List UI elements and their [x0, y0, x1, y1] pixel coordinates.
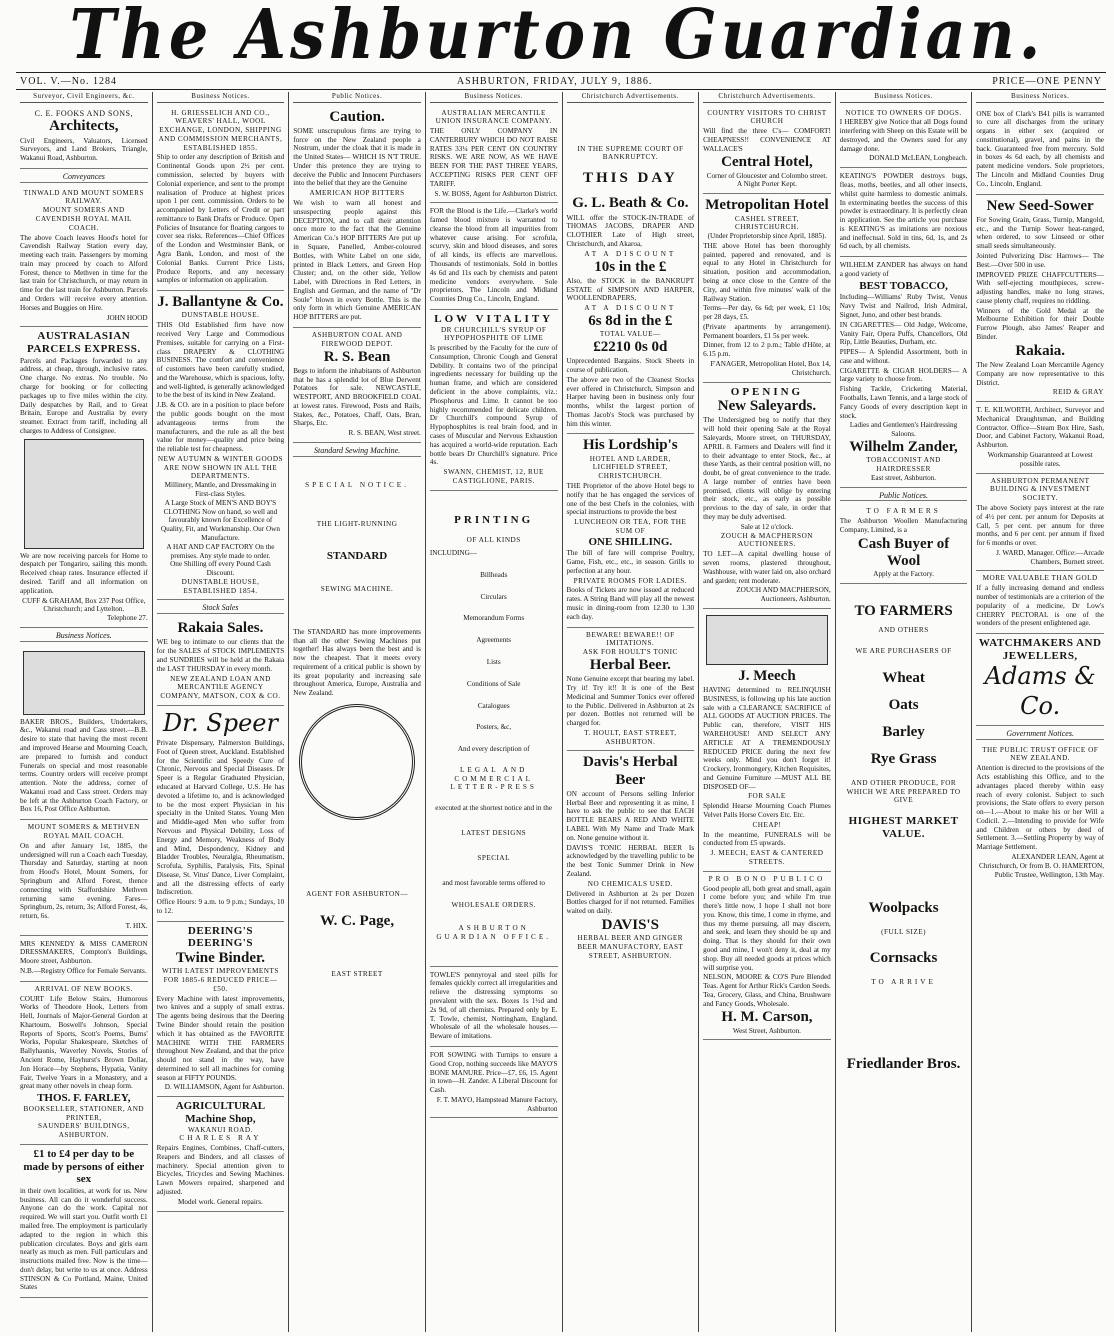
ad-headline: TO FARMERS [854, 602, 953, 619]
ad-signature: SWANN, CHEMIST, 12, RUE CASTIGLIONE, PARIS. [443, 468, 544, 485]
ad-line: AND OTHER PRODUCE, FOR WHICH WE ARE PREPARED TO GIVE [846, 778, 961, 805]
ad-title: MORE VALUABLE THAN GOLD [982, 574, 1098, 583]
ad-headline: Rakaia Sales. [177, 620, 264, 637]
ad-note: Model work. General repairs. [178, 1197, 263, 1206]
ad-line: CHEAP! [752, 820, 782, 829]
column-heading: Christchurch Advertisements. [703, 92, 831, 103]
grain-item: Barley [882, 724, 925, 741]
ad-rakaia [157, 617, 285, 706]
column-heading: Business Notices. [840, 92, 968, 103]
printing-item: Conditions of Sale [466, 679, 521, 688]
ad-headline: Architects, [49, 118, 119, 135]
ad-body: The bill of fare will comprise Poultry, Game, Fish, etc., etc., in season. Grills to perfection at any hour. [566, 549, 695, 575]
ad-signature: ZOUCH & MACPHERSON AUCTIONEERS. [720, 531, 813, 549]
ad-headline: LOW VITALITY [434, 312, 554, 325]
ad-body: WILHELM ZANDER has always on hand a good variety of [839, 261, 968, 279]
ad-cherry-pectoral [976, 571, 1104, 634]
ad-body: TO LET—A capital dwelling house of seven rooms, plastered throughout, Washhouse, with water laid on, also orchard and garden; rent moderate. [703, 550, 831, 585]
ad-headline: AUSTRALASIAN PARCELS EXPRESS. [27, 330, 141, 355]
ad-note: N.B.—Registry Office for Female Servants. [20, 966, 147, 975]
ad-title: H. GRIESSELICH AND CO., WEAVERS' HALL, WOOL EXCHANGE, LONDON, SHIPPING AND COMMISSION MERCHANTS, ESTABLISHED 1855. [158, 108, 283, 152]
ad-signature: F'ANAGER, Metropolitan Hotel, Box 14, Christchurch. [710, 360, 831, 377]
ad-body: Fishing Tackle, Cricketing Material, Footballs, Lawn Tennis, and a large stock of Fancy Goods of every description kept in stock. [839, 385, 968, 420]
ad-body: For Sowing Grain, Grass, Turnip, Mangold, etc., and the Turnip Sower heat-ranged, when ordered, to sow Linseed or other small seeds simultaneously. [976, 215, 1104, 251]
masthead-title: The Ashburton Guardian. [69, 0, 1045, 75]
ad-name: Friedlander Bros. [846, 1056, 961, 1073]
adams-co-logo: Adams & Co. [984, 662, 1096, 720]
ad-headline: Davis's Herbal Beer [583, 754, 678, 788]
ad-headline: DEERING'S DEERING'S [187, 924, 253, 950]
ad-body: COURT Life Below Stairs, Humorous Works of Theodore Hook, Letters from Hell, Journals of Major-General Gordon at Khartoum, Boswell's Johnson, Special Reports of Sports, Scott's Poems, Burns' Works, Popular Shakespeare, Sketches of Ballyhaunis, Waverley Novels, Stories of Ancient Rome, Hayhurst's Brown Dollar, Jon Horace—by Stephens, Hypatia, Vanity Fair, Twelve Years in a Monastery, and a great many other novels in cheap form. [20, 994, 148, 1091]
ad-pro-bono [703, 872, 831, 1041]
ad-standard-sewing [293, 460, 421, 983]
ad-friedlander [840, 584, 968, 1078]
ad-title: PRO BONO PUBLICO [708, 874, 826, 883]
ad-adams-watchmakers [976, 634, 1104, 726]
ad-title: TO FARMERS [866, 507, 941, 516]
ad-signature: ZOUCH AND MACPHERSON, Auctioneers, Ashburton. [736, 586, 831, 604]
ad-kennedy [20, 936, 148, 982]
ad-title: IN THE SUPREME COURT OF BANKRUPTCY. [577, 144, 684, 162]
price: PRICE—ONE PENNY [992, 75, 1102, 87]
printing-item: Posters, &c, [476, 723, 512, 732]
ad-body: DAVIS'S TONIC HERBAL BEER Is acknowledged by the travelling public to be the best Tonic Summer Drink in New Zealand. [566, 843, 695, 878]
ad-headline: Cash Buyer of Wool [857, 535, 950, 569]
printing-item: Circulars [480, 592, 507, 601]
column-heading: Business Notices. [430, 92, 558, 103]
ad-hoult-beer [567, 628, 695, 752]
ad-title: ASHBURTON COAL AND FIREWOOD DEPOT. [311, 330, 403, 348]
ad-body: ON account of Persons selling Inferior Herbal Beer and representing it as mine, I have to ask the public to see that EACH BOTTLE BEARS A RED AND WHITE LABEL With My Name and Trade Mark on. None genuine without it. [566, 789, 695, 842]
ad-low-vitality [430, 310, 558, 491]
ad-body: The Undersigned beg to notify that they will hold their opening Sale at the Royal Saleyards, Moore street, on THURSDAY, APRIL 8. Farmers and Dealers will find it to their advantage to enter Stock, &c., at these Yards, as their central position will, no doubt, be of great convenience to the trade. A large number of entries have been promised, clients will oblige by entering their stock, etc., as early as possible previous to the day of sale, in order that they may be duly advertised. [703, 416, 831, 522]
ad-signature: F. T. MAYO, Hampstead Manure Factory, Ashburton [436, 1095, 558, 1113]
ad-ballantyne [157, 291, 285, 600]
column-6 [699, 92, 836, 1332]
section-heading: Public Notices. [840, 491, 968, 502]
ad-signature: T. HIX. [125, 921, 148, 930]
ad-name: DAVIS'S [601, 916, 659, 933]
ad-public-trust [976, 743, 1104, 884]
total-amount: £2210 0s 0d [593, 338, 668, 355]
ad-body: Private Dispensary, Palmerston Buildings, Foot of Queen street, Auckland. Established for the Scientific and Speedy Cure of Chronic, Nervous and Special Diseases. Dr Speer is a Regular Graduated Physician, educated at Harvard College, U.S. He has devoted a lifetime to, and is acknowledged to be the most expert Physician in his specialty in the United States. Young Men and Middle-aged Men who suffer from Nervous and Physical Debility, Loss of Energy and Memory, Weakness of Body and Mind, Despondency, Kidney and Bladder Troubles, Neuralgia, Rheumatism, Scrofula, Syphilis, Paralysis, Fits, Spinal Disease, St. Vitus' Dance, Liver Complaint, and all the distressing effects of early Indiscretion. [156, 739, 285, 897]
section-heading: Government Notices. [976, 729, 1104, 740]
ad-line: SEWING MACHINE. [320, 584, 394, 593]
ad-subtitle: AND OTHERS [878, 626, 929, 635]
ad-body: If a fully increasing demand and endless number of testimonials are a criterion of the popularity of a medicine, Dr Low's CHERRY PECTORAL is one of the wonders of the present enlightened age. [976, 584, 1104, 628]
ad-signature: S. W. BOSS, Agent for Ashburton District. [434, 189, 558, 198]
ad-signature: DUNSTABLE HOUSE, ESTABLISHED 1854. [181, 577, 260, 595]
discount-amount: 10s in the £ [594, 258, 667, 275]
ad-subtitle: DUNSTABLE HOUSE. [181, 311, 260, 320]
ad-body: THE ONLY COMPANY IN CANTERBURY WHICH DO NOT RAISE RATES 33¼ PER CENT ON COUNTRY RISKS. WE ARE NOW, AS WE HAVE BEEN FOR THE PAST THREE YEARS, ACCEPTING RISKS PER CENT OFF TARIFF. [429, 127, 558, 188]
ad-headline: THIS DAY [582, 170, 678, 187]
ad-fooks [20, 106, 148, 169]
ad-line: PRIVATE ROOMS FOR LADIES. [573, 576, 688, 585]
ad-body: The above Society pays interest at the rate of 4½ per cent. per annum for Deposits at Call, 5 per cent. per annum for three months, and 6 per cent. per annum if fixed for 6 months or over. [976, 503, 1104, 548]
ad-subtitle: DR CHURCHILL'S SYRUP OF HYPOPHOSPHITE OF LIME [440, 325, 547, 343]
ad-body: Books of Tickets are now issued at reduced rates. A String Band will play all the newest music in dining-room from 12.30 to 1.30 each day. [566, 586, 695, 621]
ad-telephone: Telephone 27. [107, 614, 148, 623]
ad-bone-manure [430, 1047, 558, 1118]
ad-line: WITH LATEST IMPROVEMENTS FOR 1885-6 REDUCED PRICE—£50. [161, 967, 279, 993]
ad-line: WHOLESALE ORDERS. [451, 901, 536, 910]
ad-body: Will find the three C's— COMFORT! CHEAPNESS!! CONVENIENCE AT WALLACE'S [703, 127, 831, 153]
ad-address: CASHEL STREET, CHRISTCHURCH. [734, 214, 799, 232]
ad-pounds [20, 1145, 148, 1298]
ad-address: East street, Ashburton. [871, 473, 937, 482]
ad-caution [293, 106, 421, 328]
ad-body: IN CIGARETTES— Old Judge, Welcome, Vanity Fair, Opera Puffs, Chancellors, Old Rip, Little Beauties, Durham, etc. [839, 320, 968, 347]
ad-body: Jointed Pulverizing Disc Harrows— The Best.—Over 500 in use. [976, 251, 1104, 269]
ad-title: COUNTRY VISITORS TO CHRIST CHURCH [707, 108, 827, 126]
ad-body: Begs to inform the inhabitants of Ashburton that he has a splendid lot of Blue Derwent Potatoes for sale. NEWCASTLE, WESTPORT, AND BROOKFIELD COAL at lowest rates. Firewood, Posts and Rails, Stakes, &c., Potatoes, Chaff, Oats, Bran, Sharps, Etc. [293, 366, 421, 428]
ad-body: CIGARETTE & CIGAR HOLDERS— A large variety to choose from. [839, 366, 968, 384]
printing-item: Catalogues [477, 701, 510, 710]
ad-body: We wish to warn all honest and unsuspecting people against this DECEPTION, and to call their attention once more to the fact that the Genuine American Co.'s HOP BITTERS Are put up in Square, Panelled, Amber-coloured Bottles, with White Label on one side, printed in Black Letters, and Green Hop Cluster; and, on the other side, Yellow Label, with Directions in Red Letters, in English and German, and the name of "Dr Soule" blown in every Bottle. This is the only form in which Genuine AMERICAN HOP BITTERS are put. [293, 199, 421, 322]
column-3 [289, 92, 426, 1332]
ad-blood-mixture [430, 203, 558, 310]
hearse-illustration [23, 651, 145, 715]
ad-address: EAST STREET [331, 970, 383, 979]
ad-body: J.B. & CO. are in a position to place before the public goods bought on the most advantageous terms from the manufacturers, and the rule as all the best value for money—quality and price being the reliable test for cheapness. [156, 401, 285, 454]
ad-note: Unprecedented Bargains. Stock Sheets in course of publication. [566, 357, 695, 374]
dateline [16, 72, 1106, 90]
ad-body: Parcels and Packages forwarded to any address, at cheap, through, inclusive rates. One charge. No extras. No trouble. No charge for booking or for collecting packages up to five miles within the city. Daily despatches by Rail, and to Great Britain, Europe and Australia by every steamer. Extract from tariff, including all charges to Address of Consignee. [20, 356, 148, 435]
ad-title: OPENING [730, 385, 804, 398]
ad-signature: R. S. BEAN, West street. [348, 429, 421, 438]
ad-subtitle: Twine Binder. [175, 950, 266, 967]
ad-title: MOUNT SOMERS & METHVEN ROYAL MAIL COACH. [27, 823, 140, 841]
ad-body: The above Coach leaves Hood's hotel for Cavendish Railway Station every day, meeting each train. Passengers by morning train may proceed by coach to Alford Forest, thence to Methven in time for the last train for Christchurch, or may return in time for the last train for Ashburton. Parcels and Orders will receive every attention. Horses and Buggies on Hire. [20, 233, 148, 312]
ad-line: And every description of [457, 745, 530, 754]
ad-line: ASK FOR HOULT'S TONIC [582, 648, 678, 657]
ad-title: AUSTRALIAN MERCANTILE UNION INSURANCE COMPANY. [435, 108, 552, 126]
ad-line: executed at the shortest notice and in the [435, 804, 553, 813]
ad-clark-pills [976, 106, 1104, 195]
ad-title: SPECIAL NOTICE. [305, 480, 409, 489]
ad-body: WE beg to intimate to our clients that the for the SALES of STOCK IMPLEMENTS and SUNDRIES will be held at the Rakaia the LAST THURSDAY in every month. [156, 638, 285, 673]
ad-body: The above are two of the Cleanest Stocks ever offered in Christchurch, Simpson and Harper having been in business only four months, whilst the largest portion of Thomas Jacob's Stock was purchased by him this winter. [566, 375, 695, 428]
ad-note: We are now receiving parcels for Home to despatch per Tongariro, sailing this month. Received cheap rates. Insurance effected if desired. Tariff and all information on application. [20, 551, 148, 595]
ad-body: (Private apartments by arrangement). Permanent boarders, £1 5s per week. [703, 322, 831, 340]
section-heading: Stock Sales [157, 603, 285, 614]
ad-address: SAUNDERS' BUILDINGS, ASHBURTON. [38, 1122, 130, 1140]
grain-item: Wheat [882, 669, 925, 686]
ad-name: W. C. Page, [320, 912, 395, 929]
issue-date: ASHBURTON, FRIDAY, JULY 9, 1886. [456, 75, 653, 87]
ad-body: On and after January 1st, 1885, the undersigned will run a Coach each Tuesday, Thursday and Saturday, starting at noon from Hood's Hotel, Mount Somers, for Springburn and Alford Forest, thence connecting with Staffordshire Methven returning same evening. Fares—Springburn, 2s, return, 3s; Alford Forest, 4s, return, 6s. [20, 841, 148, 921]
ad-headline: STANDARD [326, 550, 388, 563]
ad-headline: R. S. Bean [323, 348, 391, 365]
ad-address: LICHFIELD STREET, CHRISTCHURCH. [592, 463, 668, 481]
american-waltham-watches-illustration [299, 704, 415, 820]
ad-line: INCLUDING— [429, 549, 477, 558]
ad-body: Also, the STOCK in the BANKRUPT ESTATE of SIMPSON AND HARPER, WOOLLENDRAPERS, [566, 276, 695, 303]
ad-line: THE LIGHT-RUNNING [316, 519, 398, 528]
ad-title: ARRIVAL OF NEW BOOKS. [34, 984, 133, 993]
column-heading: Surveyor, Civil Engineers, &c. [20, 92, 148, 103]
ad-central-hotel [703, 106, 831, 195]
ad-line: LATEST DESIGNS [461, 829, 527, 837]
ad-headline: His Lordship's [583, 437, 678, 454]
ad-books [20, 982, 148, 1145]
ad-subtitle: OF ALL KINDS [466, 536, 521, 545]
ad-beath-sale [567, 106, 695, 435]
hearse-illustration [706, 615, 828, 665]
ad-note: (Under Proprietorship since April, 1885). [707, 232, 827, 241]
ad-line: LUNCHEON OR TEA, FOR THE SUM OF [574, 518, 687, 535]
ad-line: LEGAL AND COMMERCIAL LETTER-PRESS [450, 765, 537, 792]
column-2 [153, 92, 290, 1332]
ad-metropolitan-hotel [703, 194, 831, 382]
ad-meech [703, 609, 831, 872]
ad-saleyards [703, 383, 831, 609]
ad-body: In the meantime, FUNERALS will be conducted from £5 upwards. [703, 830, 831, 848]
ad-body: Including—Williams' Ruby Twist, Venus Navy Twist and Nailrod, Irish Admiral, Signet, Juno, and other best brands. [839, 293, 968, 320]
ad-address: Corner of Gloucester and Colombo street. [706, 171, 828, 180]
ad-headline: J. Meech [738, 667, 796, 684]
ad-body: KEATING'S POWDER destroys bugs, fleas, moths, beetles, and all other insects, whilst quite harmless to domestic animals. In exterminating beetles the success of this powder is extraordinary. It is perfectly clean in application. See the article you purchase is KEATING'S as imitations are noxious and ineffectual. Sold in tins, 6d, 1s, and 2s 6d each, by all chemists. [839, 172, 968, 251]
ad-title: BEWARE! BEWARE!! OF IMITATIONS. [586, 630, 675, 648]
volume-number: VOL. V.—No. 1284 [20, 75, 118, 87]
ad-name: H. M. Carson, [721, 1009, 813, 1026]
ad-printing [430, 491, 558, 967]
ad-note: A Night Porter Kept. [736, 180, 797, 189]
ad-title: ASHBURTON PERMANENT BUILDING & INVESTMENT SOCIETY. [990, 476, 1091, 503]
ad-methven [20, 820, 148, 935]
ad-woollen [840, 504, 968, 584]
speer-signature-logo: Dr. Speer [162, 708, 278, 737]
ad-name: CHARLES RAY [179, 1134, 262, 1143]
ad-body: Ship to order any description of British and Continental Goods upon 2½ per cent. commission, selected by buyers with Colonial experience, and sent to the prompt realisation of Produce at highest prices upon 1 per cent. commission. Orders to be accompanied by Letters of Credit or part remittance to Bank Drafts or Produce. Open Policies of Insurance for floating cargoes to cover sea risks. References—Chief Offices of the London and Westminster Bank, or Agra Bank, London, and most of the Colonial Banks. Current Price Lists, Produce Reports, and any necessary samples or information on application. [156, 153, 285, 285]
ad-body: Terms—Per day, 6s 6d; per week, £1 10s; per 28 days, £5. [703, 304, 831, 322]
ad-headline: Herbal Beer. [589, 656, 671, 673]
column-7 [836, 92, 973, 1332]
ad-body: THE Proprietor of the above Hotel begs to notify that he has engaged the services of one of the best Chefs in the colonies, with special instructions to provide the best [566, 482, 695, 517]
ad-name: G. L. Beath & Co. [572, 195, 689, 212]
ad-body: SOME unscrupulous firms are trying to force on the New Zealand people a Nostrum, under the cloak that it is made in the United States— WHICH IS N'T TRUE. Under this pretence they are trying to deceive the Public and Innocent Purchasers into the belief that they are the Genuine [293, 126, 421, 188]
ad-body: in their own localities, at work for us. New business. All can do it wonderful success. Anyone can do the work. Capital not required. We will start you. Outfit worth £1 mailed free. The employment is particularly adapted to the region in which this publication circulates. Boys and girls earn nearly as much as men. Full particulars and instructions mailed free. Now is the time—don't delay, but write to us at once. Address STINSON & Co Portland, Maine, United States [20, 1186, 148, 1292]
ad-address: West Street, Ashburton. [732, 1026, 801, 1035]
ad-dogs [840, 106, 968, 169]
ad-body: The STANDARD has more improvements than all the other Sewing Machines put together! Has always been the best and is now the cheapest. That it meets every requirement of a critical public is shown by its great popularity and increasing sale throughout America, Europe, Australia and New Zealand. [293, 627, 421, 698]
ad-note: Apply at the Factory. [873, 570, 934, 579]
ad-title: THE PUBLIC TRUST OFFICE OF NEW ZEALAND. [982, 745, 1099, 763]
ad-line: NEW AUTUMN & WINTER GOODS ARE NOW SHOWN IN ALL THE DEPARTMENTS. [157, 454, 284, 481]
ad-line: (FULL SIZE) [881, 927, 927, 936]
ad-body: FOR the Blood is the Life.—Clarke's world famed blood mixture is warranted to cleanse the blood from all impurities from whatever cause arising. For scrofula, scurvy, skin and blood diseases, and sores of all kinds, its effects are marvellous. Thousands of testimonials. Sold in bottles 4s 6d and 11s each by chemists and patent medicine vendors everywhere. Sole proprietors, The Lincoln and Midland Counties Drug Co., Lincoln, England. [429, 207, 558, 304]
ad-note: Office Hours: 9 a.m. to 9 p.m.; Sundays, 10 to 12. [156, 898, 285, 915]
masthead [0, 0, 1114, 75]
ad-headline: New Saleyards. [717, 398, 817, 415]
ad-line: and most favorable terms offered to [442, 878, 546, 887]
ad-title: C. E. FOOKS AND SONS, [34, 108, 133, 118]
ad-body: PIPES— A Splendid Assortment, both in case and without. [839, 348, 968, 365]
ad-body: The Ashburton Woollen Manufacturing Company, Limited, is a [839, 517, 968, 534]
ad-title: TINWALD AND MOUNT SOMERS RAILWAY. [23, 188, 144, 206]
ad-body: Every Machine with latest improvements, two knives and a supply of small extras. The agents being desirous that the Deering Twine Binder should retain the position which it has obtained as the FAVORITE MACHINE WITH THE FARMERS throughout New Zealand, and that the price should not stand in the way, have determined to sell all machines for coming season at FIFTY POUNDS. [156, 994, 285, 1082]
ad-line: Millinery, Mantle, and Dressmaking in First-class Styles. [164, 481, 277, 499]
grain-item: Oats [888, 696, 919, 713]
ad-signature: JOHN HOOD [106, 313, 148, 322]
column-heading: Business Notices. [976, 92, 1104, 103]
column-1 [16, 92, 153, 1332]
column-heading: Public Notices. [293, 92, 421, 103]
column-heading: Business Notices. [157, 92, 285, 103]
ad-name: Wilhelm Zander, [849, 438, 958, 455]
printing-item: Billheads [480, 570, 508, 579]
ad-line: One Shilling off every Pound Cash Discount. [170, 560, 271, 578]
ad-line: WE ARE PURCHASERS OF [855, 646, 952, 655]
ad-line: AMERICAN HOP BITTERS [309, 189, 405, 198]
ad-mercantile [430, 106, 558, 204]
ad-body: Repairs Engines, Combines, Chaff-cutters, Reapers and Binders, and all classes of machinery. Special attention given to Bicycles, Tricycles and Sewing Machines. Lawn Mowers repaired, sharpened and adjusted. [156, 1144, 285, 1196]
ad-line: FOR SALE [748, 792, 786, 801]
ad-headline: Cornsacks [869, 950, 938, 967]
ad-name: Rakaia. [1015, 342, 1065, 359]
column-8 [972, 92, 1108, 1332]
ad-body: FOR SOWING with Turnips to ensure a Good Crop, nothing succeeds like MAYO'S BONE MANURE. Price—£7, £6, 15. Agent in town—H. Zander. A Liberal Discount for Cash. [429, 1050, 558, 1095]
ad-body: Splendid Hearse Mourning Coach Plumes Velvet Palls Horse Covers Etc. Etc. [703, 802, 831, 820]
ad-headline: Caution. [329, 108, 385, 125]
ad-body: HAVING determined to RELINQUISH BUSINESS, is following up his late auction sale with a CLEARANCE SACRIFICE of ALL GOODS AT AUCTION PRICES. The Public can, therefore, VISIT HIS WAREHOUSE! AND SELECT ANY ARTICLE AT A TREMENDOUSLY REDUCED PRICE during the next few weeks only. Mind you don't forget it! Crockery, Ironmongery, Kitchen Requisites, and Genuine Furniture —MUST ALL BE DISPOSED OF— [703, 686, 831, 791]
ad-address: HERBAL BEER AND GINGER BEER MANUFACTORY, EAST STREET, ASHBURTON. [577, 934, 684, 960]
ad-trade: BOOKSELLER, STATIONER, AND PRINTER, [23, 1104, 145, 1122]
ad-line: TO ARRIVE [871, 977, 936, 986]
ad-note: Workmanship Guaranteed at Lowest possible rates. [987, 451, 1093, 468]
grain-item: Rye Grass [870, 751, 937, 768]
ad-coal [293, 328, 421, 443]
ad-body: THE above Hotel has been thoroughly painted, papered and renovated, and is equal to any Hotel in Christchurch for situation, position and accommodation, being at once close to the Centre of the City, and within five minutes' walk of the Railway Station. [703, 241, 831, 303]
ad-line: HIGHEST MARKET VALUE. [848, 815, 959, 840]
ad-headline: Metropolitan Hotel [705, 197, 829, 214]
ad-signature: REID & GRAY [1052, 388, 1104, 397]
ad-address: WAKANUI ROAD. [188, 1125, 253, 1134]
ad-name: THOS. F. FARLEY, [37, 1092, 131, 1105]
ad-subtitle: HOTEL AND LARDER, [589, 454, 671, 463]
ad-body: WILL offer the STOCK-IN-TRADE of THOMAS JACOBS, DRAPER AND CLOTHIER Late of High street, Christchurch, and Akaroa, [566, 213, 695, 248]
ad-lordship [567, 434, 695, 627]
ad-line: ASHBURTON GUARDIAN OFFICE. [436, 924, 552, 941]
ad-signature: CUFF & GRAHAM, Box 237 Post Office, Christchurch; and Lyttelton. [22, 596, 146, 614]
rate-table-image [24, 439, 144, 549]
ad-line: SPECIAL [477, 853, 511, 862]
printing-items-list [430, 571, 558, 732]
ad-headline: J. Ballantyne & Co. [157, 294, 284, 311]
ad-body: MRS KENNEDY & MISS CAMERON DRESSMAKERS, Compton's Buildings, Moore street, Ashburton. [20, 939, 148, 966]
ad-headline: BEST TOBACCO, [859, 279, 948, 292]
ad-line: NO CHEMICALS USED. [587, 879, 673, 888]
ad-towle [430, 967, 558, 1047]
ad-line: AT A DISCOUNT [584, 249, 677, 258]
ad-speer [157, 706, 285, 922]
columns [16, 92, 1108, 1332]
ad-headline: AGRICULTURAL Machine Shop, [175, 1100, 266, 1125]
ad-note: Sale at 12 o'clock. [740, 522, 794, 531]
ad-line: AT A DISCOUNT [584, 304, 677, 313]
ad-davis-beer [567, 751, 695, 964]
ad-seed-sower [976, 195, 1104, 403]
ad-body: T. E. KILWORTH, Architect, Surveyor and Mechanical Draughtsman, and Building Contractor. Office—Steam Box Hire, Sash, Door, and Cabinet Factory, Wakanui Road, Ashburton. [976, 406, 1104, 450]
ad-headline: PRINTING [454, 513, 534, 526]
ad-body: Good people all, both great and small, again I come before you; and while I'm true there's little now, I hope I shall not bore you. Know, this time, I come in rhyme, and thus my theme pursuing, all may discern, and seek, and learn they should be up and doing. That is they should for their own good and mine, I won't deny it, deal at my shop. Buy all needed goods at prices which will surprise you. [703, 884, 831, 972]
ad-signature: NEW ZEALAND LOAN AND MERCANTILE AGENCY COMPANY, MATSON, COX & CO. [160, 674, 281, 701]
ad-line: TOTAL VALUE— [599, 330, 661, 339]
column-4 [426, 92, 563, 1332]
ad-parcels [20, 327, 148, 628]
ad-griesselich [157, 106, 285, 292]
ad-signature: DONALD McLEAN, Longbeach. [869, 154, 968, 163]
ad-line: A Large Stock of MEN'S AND BOY'S CLOTHING Now on hand, so well and favourably known for Excellence of Quality, Fit, and Workmanship. Our Own Manufacture. [160, 498, 280, 542]
ad-building-society [976, 474, 1104, 572]
ad-body: THIS Old Established firm have now received Very Large and Commodious Premises, suitable for carrying on a First-class DRAPERY & CLOTHING BUSINESS. The comfort and convenience of customers have been carefully studied, and the Warehouse, which is spacious, lofty, and well-lighted, is generally acknowledged to be the best of its kind in New Zealand. [156, 321, 285, 400]
ad-signature: D. WILLIAMSON, Agent for Ashburton. [164, 1083, 285, 1092]
ad-machine-shop [157, 1097, 285, 1211]
ad-keating [840, 168, 968, 257]
ad-line: Ladies and Gentlemen's Hairdressing Saloons. [849, 421, 958, 439]
ad-line: A HAT AND CAP FACTORY On the premises. Any style made to order. [166, 542, 275, 560]
column-heading: Christchurch Advertisements. [567, 92, 695, 103]
printing-item: Lists [486, 657, 501, 666]
ad-body: Winners of the Gold Medal at the Melbourne Exhibition for their Double Furrow Plough, also James' Reaper and Binder. [976, 306, 1104, 341]
printing-item: Agreements [476, 636, 512, 645]
ad-tinwald [20, 186, 148, 328]
ad-body: Attention is directed to the provisions of the Acts establishing this Office, and to the advantages placed thereby within easy reach of every colonist. Subject to such provisions, the State offers to every person on—1.—About to make his or her Will a Codicil. 2.—Intending to provide for Wife and Children or others by deed of Settlement. 3.—Settling Property by way of Marriage Settlement. [976, 764, 1104, 852]
ad-body: TOWLE'S pennyroyal and steel pills for females quickly correct all irregularities and relieve the distressing symptoms so prevalent with the sex. Boxes 1s 1½d and 2s 9d, of all chemists. Prepared only by E. T. Towle, chemist, Nottingham, England. Wholesale of all the wholesale houses.—Beware of imitations. [429, 970, 558, 1041]
ad-kilworth [976, 402, 1104, 473]
ad-body: IMPROVED PRIZE CHAFFCUTTERS—With self-ejecting mouthpieces, screw-adjusting handles, make no long straws, cause plenty chaff, requires no riddling. [976, 270, 1104, 305]
ad-subtitle: MOUNT SOMERS AND CAVENDISH ROYAL MAIL COACH. [35, 206, 132, 232]
ad-signature: J. MEECH, EAST & CANTERED STREETS. [710, 849, 824, 866]
ad-body: I HEREBY give Notice that all Dogs found interfering with Sheep on this Estate will be destroyed, and the Owners sued for any damage done. [839, 118, 968, 153]
ad-signature: T. HOULT, EAST STREET, ASHBURTON. [584, 728, 677, 746]
ad-signature: ALEXANDER LEAN, Agent at Christchurch, Or from B. O. HAMERTON, Public Trustee, Wellington, 13th May. [978, 853, 1104, 879]
ad-body: Civil Engineers, Valuators, Licensed Surveyors, and Land Brokers, Triangle, Wakanui Road, Ashburton. [20, 136, 148, 163]
ad-headline: WATCHMAKERS AND JEWELLERS, [978, 637, 1102, 662]
ad-deerings [157, 922, 285, 1097]
section-heading: Conveyances [20, 172, 148, 183]
column-5 [563, 92, 700, 1332]
ad-body: Delivered in Ashburton at 2s per Dozen Bottles charged for if not returned. Families waited on daily. [566, 889, 695, 916]
ad-body: Dinner, from 12 to 2 p.m.; Table d'Hôte, at 6.15 p.m. [703, 341, 831, 359]
ad-line: ONE SHILLING. [588, 535, 673, 548]
ad-zander [840, 257, 968, 487]
ad-body: ONE box of Clark's B41 pills is warranted to cure all discharges from the urinary organs in either sex (acquired or constitutional), gravel, and pains in the back. Guaranteed free from mercury. Sold in boxes 4s 6d each, by all chemists and patent medicine vendors. Sole proprietors, The Lincoln and Midland Counties Drug Co., Lincoln, England. [976, 109, 1104, 188]
ad-headline: £1 to £4 per day to be made by persons of either sex [23, 1147, 145, 1186]
ad-line: AGENT FOR ASHBURTON— [306, 890, 409, 899]
ad-headline: Central Hotel, [721, 154, 813, 171]
ad-body: Is prescribed by the Faculty for the cure of Consumption, Chronic Cough and General Debility. It contains two of the principal ingredients necessary for building up the human frame, and which are considered deficient in the above complaints, viz.: Phosphorus and Lime. It cannot be too highly recommended for delicate children. Dr Churchill's compound Syrup of Hypophosphites is real brain food, and in cases of Muscular and Nervous Exhaustion has acquired a world-wide reputation. Each bottle bears Dr Churchill's signature. Price 4s. [429, 344, 558, 467]
section-heading: Business Notices. [20, 631, 148, 642]
ad-body: The New Zealand Loan Mercantile Agency Company are now representative to this District. [976, 361, 1104, 387]
section-heading: Standard Sewing Machine. [293, 446, 421, 457]
ad-title: NOTICE TO OWNERS OF DOGS. [845, 108, 962, 117]
ad-headline: Woolpacks [868, 900, 939, 917]
ad-body: NELSON, MOORE & CO'S Pure Blended Teas. Agent for Arthur Rick's Cardon Seeds. Tea, Grocery, Glass, and China, Brushware and Fancy Goods, Wholesale. [703, 973, 831, 1008]
ad-signature: J. WARD, Manager. Office:—Arcade Chambers, Burnett street. [996, 548, 1104, 566]
ad-title: TOBACCONIST AND HAIRDRESSER [866, 456, 941, 473]
ad-headline: New Seed-Sower [986, 197, 1094, 214]
ad-body: None Genuine except that bearing my label. Try it! Try it!! It is one of the Best Medicinal and Summer Tonics ever offered to the Public. Delivered in Ashburton at 2s per dozen. Bottles not returned will be charged for. [566, 675, 695, 728]
discount-amount: 6s 8d in the £ [588, 312, 673, 329]
printing-item: Memorandum Forms [463, 614, 525, 623]
ad-body: BAKER BROS., Builders, Undertakers, &c., Wakanui road and Cass street.—B.B. desire to state that having the most recent and improved Hearse and Mourning Coach, are prepared to furnish and conduct Funerals on special and most reasonable terms. Country orders will receive prompt attention. Note the address, corner of Wakanui road and Cass street. Orders may be left at the Ashburton Coach Factory, or Box 16, Post Office Ashburton. [20, 717, 148, 814]
ad-baker [20, 645, 148, 821]
